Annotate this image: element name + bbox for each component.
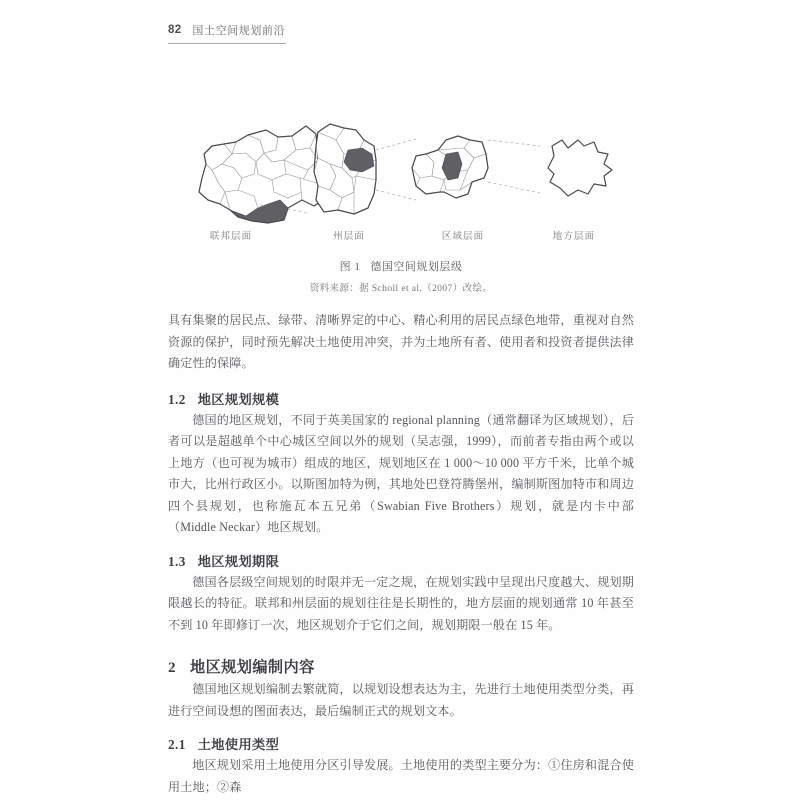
- heading-2: [168, 657, 634, 679]
- heading-2-1-title: 土地使用类型: [197, 737, 280, 752]
- heading-1-2-title: 地区规划规模: [197, 391, 280, 407]
- paragraph-2: 德国地区规划编制去繁就简，以规划设想表达为主，先进行土地使用类型分类，再进行空间设想的图面表达，最后编制正式的规划文本。: [168, 682, 634, 718]
- figure-caption: [168, 258, 634, 274]
- figure-caption-number: 图 1: [339, 261, 361, 273]
- figure-1: [168, 120, 634, 300]
- heading-1-3-number: 1.3: [168, 553, 186, 569]
- page-number: 82: [168, 24, 182, 36]
- figure-label-state: 州层面: [333, 232, 365, 242]
- map-local-level: [548, 140, 612, 196]
- paragraph-intro: 具有集聚的居民点、绿带、清晰界定的中心、精心利用的居民点绿色地带，重视对自然资源的保护，同时预先解决土地使用冲突，并为土地所有者、使用者和投资者提供法律确定性的保障。: [168, 313, 634, 370]
- heading-2-title: 地区规划编制内容: [190, 659, 315, 676]
- map-federal-level: [199, 126, 334, 223]
- figure-label-regional: 区域层面: [441, 232, 485, 242]
- figure-1-graphic: [168, 120, 634, 225]
- figure-caption-text: 德国空间规划层级: [370, 261, 463, 273]
- figure-label-federal: 联邦层面: [209, 232, 253, 242]
- heading-2-number: 2: [168, 659, 176, 676]
- map-regional-level: [412, 136, 488, 198]
- heading-1-2: [168, 390, 634, 410]
- heading-1-3-title: 地区规划期限: [197, 553, 280, 569]
- running-title: 国土空间规划前沿: [192, 25, 286, 37]
- running-head: [168, 19, 286, 44]
- map-state-level: [314, 124, 376, 214]
- heading-1-2-number: 1.2: [168, 391, 186, 407]
- local-outline: [548, 140, 612, 196]
- figure-level-labels: [168, 228, 634, 244]
- paragraph-1-2: 德国的地区规划，不同于英美国家的 regional planning（通常翻译为区域规划），后者可以是超越单个中心城区空间以外的规划（吴志强，1999），而前者专指由两个或以上地方（也可视为城市）组成的地区，规划地区在 1 000～10 000 平方千米，比单个城市大，比州行政区小。以斯图加特为例，其地处巴登符腾堡州，编制斯图加特市和周边四个县规划，也称施瓦本五兄弟（Swabian Five Brothers）规划，就是内卡中部（Middle Neckar）地区规划。: [168, 412, 634, 534]
- heading-2-1: [168, 735, 634, 755]
- paragraph-1-3: 德国各层级空间规划的时限并无一定之规，在规划实践中呈现出尺度越大、规划期限越长的特征。联邦和州层面的规划往往是长期性的，地方层面的规划通常 10 年甚至不到 10 年即修订一次，地区规划介于它们之间，规划期限一般在 15 年。: [168, 574, 634, 632]
- paragraph-2-1: 地区规划采用土地使用分区引导发展。土地使用的类型主要分为：①住房和混合使用土地；②森: [168, 758, 634, 794]
- figure-label-local: 地方层面: [552, 232, 596, 242]
- figure-source: 资料来源：据 Scholl et al.（2007）改绘。: [309, 284, 493, 294]
- page-body: [168, 310, 634, 798]
- heading-2-1-number: 2.1: [168, 737, 186, 752]
- heading-1-3: [168, 552, 634, 572]
